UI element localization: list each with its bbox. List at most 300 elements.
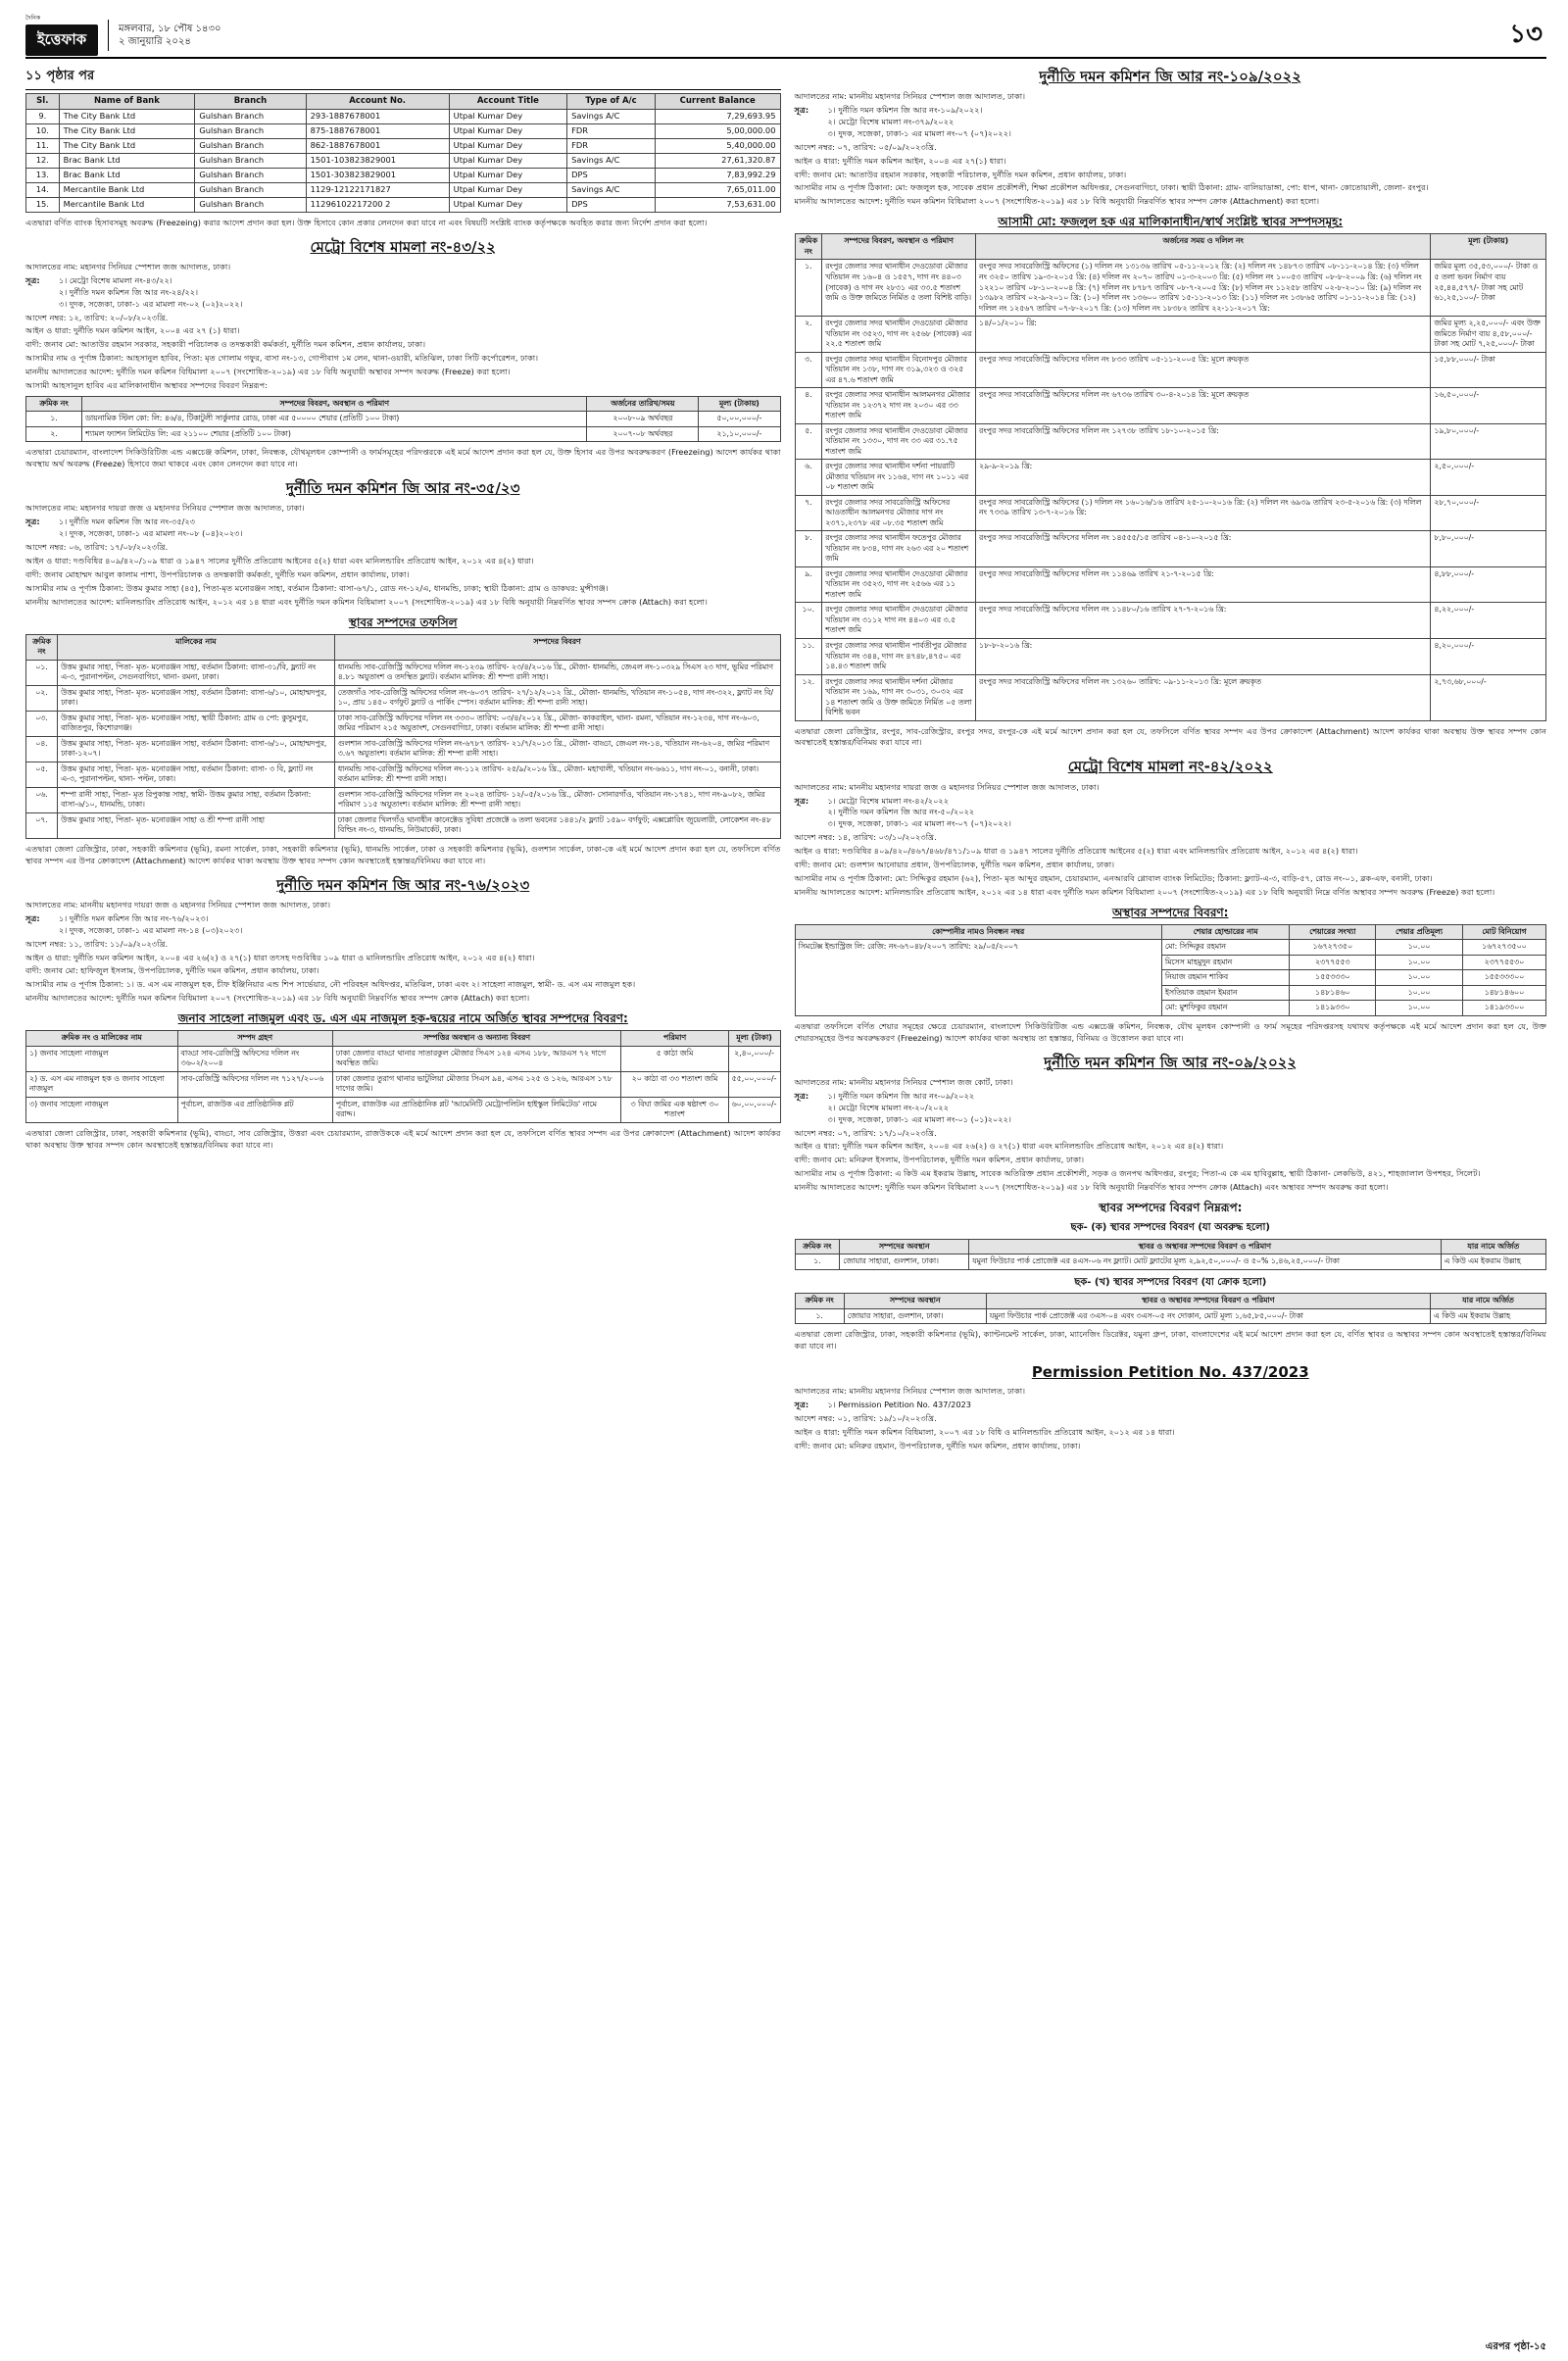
table-cell: ২. <box>26 426 82 442</box>
table-header-cell: সম্পদের অবস্থান <box>844 1294 986 1309</box>
bank-note: এতদ্বারা বর্ণিত ব্যাংক হিসাবসমূহ অবরুদ্ধ (Freezeing) করার আদেশ প্রদান করা হল। উক্ত হিসাবে কোন প্রকার লেনদেন করা যাবে না এবং বিষয়টি সংশ্লিষ্ট ব্যাংক কর্তৃপক্ষকে অবহিত করার জন্য নির্দেশ প্রদান করা হলো। <box>25 217 708 227</box>
table-row <box>26 1071 781 1097</box>
table-cell: Utpal Kumar Dey <box>449 123 566 138</box>
table-cell: ৬০,০০,০০০/- <box>728 1097 780 1122</box>
table-cell: Utpal Kumar Dey <box>449 138 566 153</box>
reference-label: সূত্র: <box>794 1090 809 1101</box>
table-row <box>795 566 1546 603</box>
logo-block <box>25 15 98 55</box>
table-row <box>26 168 781 182</box>
table-cell: ঢাকা জেলার খিলগাঁও থানাধীন কানেক্টেড সুবিধা প্রজেক্টে ৬ তলা ভবনের ১৪৪১/২ ফ্ল্যাট ১৫৯০ বর্গফুট; এক্সপ্লোরিং জুয়েলারী, লোকেশন নং-৪৮ বিল্ডিং নং-৩, ধানমন্ডি, নিউমার্কেট, ঢাকা। <box>334 812 780 838</box>
table-cell: ১০.০০ <box>1376 985 1463 1001</box>
table-row <box>795 674 1546 720</box>
table-header-cell: সম্পদের বিবরণ <box>334 634 780 660</box>
table-cell: ০১. <box>26 660 58 685</box>
table-cell: ১০.০০ <box>1376 940 1463 956</box>
table-cell: 1501-303823829001 <box>306 168 449 182</box>
table-cell: ৪. <box>795 388 822 424</box>
table-cell: 15. <box>26 197 60 212</box>
reference-line: ২। দুদক, সজেকা, ঢাকা-১ এর মামলা নং-১৪ (০৩)২০২৩। <box>59 924 243 935</box>
table-cell: মো: মুশফিকুর রহমান <box>1161 1001 1290 1016</box>
table-cell: ৪,২২,০০০/- <box>1431 603 1546 639</box>
court-name: আদালতের নাম: মাননীয় মহানগর সিনিয়র স্পেশাল জজ আদালত, ঢাকা। <box>794 91 1026 102</box>
table-cell: 862-1887678001 <box>306 138 449 153</box>
table-cell: ১৫৫৩৩৩০ <box>1290 970 1376 986</box>
masthead-date <box>119 23 221 49</box>
section-footer: এতদ্বারা জেলা রেজিস্ট্রার, ঢাকা, সহকারী কমিশনার (ভূমি), ক্যান্টনমেন্ট সার্কেল, ঢাকা, ম্যানেজিং ডিরেক্টর, যমুনা গ্রুপ, ঢাকা, বাংলাদেশের এই মর্মে আদেশ প্রদান করা হল যে, বর্ণিত স্থাবর ও অস্থাবর সম্পদ কোন অবস্থাতেই হস্তান্তর/বিনিময় করা যাবে না। <box>794 1329 1546 1352</box>
table-header-cell: Current Balance <box>655 93 780 109</box>
schedule-b-title: ছক- (খ) স্থাবর সম্পদের বিবরণ (যা ক্রোক হলো) <box>1074 1276 1267 1288</box>
court-name: আদালতের নাম: মাননীয় মহানগর সিনিয়র স্পেশাল জজ আদালত, ঢাকা। <box>794 1386 1026 1397</box>
table-cell: যমুনা ফিউচার পার্ক প্রোজেক্ট এর ৪এস-০৬ নং ফ্ল্যাট। মোট ফ্ল্যাটের মূল্য ২,৯২,৫০,০০০/- ও ৫০% ১,৪৬,২৫,০০০/- টাকা <box>969 1254 1441 1270</box>
law-section: আইন ও ধারা: দুর্নীতি দমন কমিশন আইন, ২০০৪ এর ২৬(২) ও ২৭(১) ধারা এবং মানিলন্ডারিং প্রতিরোধ আইন, ২০১২ এর ৪(২) ধারা। <box>794 1141 1224 1152</box>
order-date: আদেশ নম্বর: ০১, তারিখ: ১৯/১০/২০২৩খ্রি. <box>794 1413 937 1424</box>
schedule-a-title: ছক- (ক) স্থাবর সম্পদের বিবরণ (যা অবরুদ্ধ হলো) <box>1070 1222 1270 1234</box>
reference-line: ৩। দুদক, সজেকা, ঢাকা-১ এর মামলা নং-০২ (০২)২০২২। <box>59 298 243 309</box>
table-row <box>26 1097 781 1122</box>
law-section: আইন ও ধারা: দণ্ডবিধির ৪০৯/৪২০/৪৬৭/৪৬৮/৪৭১/১০৯ ধারা ও ১৯৪৭ সালের দুর্নীতি প্রতিরোধ আইনের ৫(২) ধারা এবং মানিলন্ডারিং প্রতিরোধ আইন, ২০১২ এর ৪(২) ধারা। <box>794 846 1358 857</box>
section-title: দুর্নীতি দমন কমিশন জি আর নং-৩৫/২৩ <box>286 479 520 498</box>
table-header-cell: শেয়ারের সংখ্যা <box>1290 924 1376 940</box>
table-row <box>26 426 781 442</box>
table-header-cell: শেয়ার হোল্ডারের নাম <box>1161 924 1290 940</box>
table-row <box>795 531 1546 567</box>
right-column <box>795 65 1547 1454</box>
table-header-cell: Type of A/c <box>567 93 656 109</box>
table-header-cell: ক্রমিক নং <box>26 634 58 660</box>
section-title: মেট্রো বিশেষ মামলা নং-৪৩/২২ <box>310 237 497 256</box>
table-cell: Utpal Kumar Dey <box>449 110 566 124</box>
table-cell: ০৩. <box>26 711 58 736</box>
table-cell: ৫. <box>795 423 822 460</box>
reference-block <box>795 1400 1547 1411</box>
table-row <box>26 138 781 153</box>
table-cell: রংপুর জেলার সদর থানাধীন দর্শনা মৌজার খতিয়ান নং ১৬৯, দাগ নং ৩০৩১, ৩০৩২ এর ১৪ শতাংশ জমি ও উক্ত জমিতে নির্মিত ০৫ তলা বিশিষ্ট ভবন <box>822 674 976 720</box>
court-order: মাননীয় আদালতের আদেশ: দুর্নীতি দমন কমিশন বিধিমালা ২০০৭ (সংশোধিত-২০১৯) এর ১৮ বিধি অনুযায়ী নিম্নবর্ণিত স্থাবর সম্পদ ক্রোক (Attach) এবং অস্থাবর সম্পদ অবরুদ্ধ করা হলো। <box>794 1182 1389 1193</box>
reference-block <box>25 516 781 540</box>
table-cell: 5,40,000.00 <box>655 138 780 153</box>
section-footer: এতদ্বারা তফসিলে বর্ণিত শেয়ার সমূহের ক্ষেত্রে চেয়ারম্যান, বাংলাদেশ সিকিউরিটিজ এন্ড এক্সচেঞ্জ কমিশন, নিবন্ধক, যৌথ মূলধন কোম্পানী ও ফার্ম সমূহের পরিদপ্তরসহ যথাযথ কর্তৃপক্ষকে এই মর্মে আদেশ প্রদান করা হল যে, উক্ত শেয়ারসমূহের উপর অবরুদ্ধকরণ (Freezeing) আদেশ কার্যকর থাকা অবস্থায় তা হস্তান্তর, বিনিময় ও উত্তোলন করা যাবে না। <box>794 1020 1546 1043</box>
table-row <box>26 123 781 138</box>
asset-table <box>25 396 781 443</box>
table-cell: ২৩৭৭৫৫৩ <box>1290 955 1376 970</box>
table-cell: রংপুর জেলার সদর থানাধীন দেওডোবা মৌজার খতিয়ান নং ১৩৩০, দাগ নং ৩৩ এর ৩১.৭৫ শতাংশ জমি <box>822 423 976 460</box>
table-header-row <box>26 1031 781 1047</box>
table-cell: ১৪৮১৪৬০০ <box>1462 985 1545 1001</box>
table-cell: 5,00,000.00 <box>655 123 780 138</box>
accused: আসামীর নাম ও পূর্ণাঙ্গ ঠিকানা: মো: ফজলুল হক, সাবেক প্রধান প্রকৌশলী, শিক্ষা প্রকৌশল অধিদপ্তর, সেগুনবাগিচা, ঢাকা। স্থায়ী ঠিকানা: গ্রাম- বালিয়াডাঙ্গা, পো: ধাপ, থানা- কোতোয়ালী, জেলা- রংপুর। <box>794 182 1429 193</box>
table-cell: ১৪৮১৪৬০ <box>1290 985 1376 1001</box>
schedule-title: স্থাবর সম্পদের বিবরণ নিম্নরূপ: <box>1099 1200 1243 1214</box>
table-cell: ২. <box>795 317 822 353</box>
reference-line: ২। দুর্নীতি দমন কমিশন জি আর নং-২৪/২২। <box>59 286 199 297</box>
table-cell: Brac Bank Ltd <box>59 168 195 182</box>
table-header-cell: পরিমাণ <box>621 1031 728 1047</box>
table-cell: ১) জনাব সাহেলা নাজমুল <box>26 1046 178 1071</box>
table-cell: ১৬,৫০,০০০/- <box>1431 388 1546 424</box>
table-cell: নিয়াজ রহমান শাকিব <box>1161 970 1290 986</box>
court-order: মাননীয় আদালতের আদেশ: মানিলন্ডারিং প্রতিরোধ আইন, ২০১২ এর ১৪ ধারা এবং দুর্নীতি দমন কমিশন বিধিমালা ২০০৭ (সংশোধিত-২০১৯) এর ১৮ বিধি অনুযায়ী নিম্নে বর্ণিত অস্থাবর সম্পদ অবরুদ্ধ (Freeze) করা হলো। <box>794 886 1495 897</box>
table-cell: ৫৫,০০,০০০/- <box>728 1071 780 1097</box>
law-section: আইন ও ধারা: দণ্ডবিধির ৪০৯/৪২০/১০৯ ধারা ও ১৯৪৭ সালের দুর্নীতি প্রতিরোধ আইনের ৫(২) ধারা এবং মানিলন্ডারিং প্রতিরোধ আইন, ২০১২ এর ৪(২) ধারা। <box>25 555 534 566</box>
table-cell: ০৬. <box>26 787 58 812</box>
section-title: দুর্নীতি দমন কমিশন জি আর নং-১০৯/২০২২ <box>1039 68 1302 85</box>
table-cell: জমির মূল্য ৩৫,৫৩,০০০/- টাকা ও ৫ তলা ভবন নির্মাণ ব্যয় ২৫,৪৪,৫৭৭/- টাকা সহ মোট ৬১,২৫,১০০/- টাকা <box>1431 260 1546 317</box>
reference-label: সূত্র: <box>25 912 40 923</box>
table-header-row <box>26 93 781 109</box>
table-cell: ২,৫০,০০০/- <box>1431 460 1546 496</box>
table-cell: রংপুর সদর সাবরেজিস্ট্রি অফিসের দলিল নং ১১৪৬৯ তারিখ ২১-৭-২০১৫ খ্রি: <box>976 566 1431 603</box>
table-header-cell: ক্রমিক নং ও মালিকের নাম <box>26 1031 178 1047</box>
table-row <box>795 638 1546 674</box>
table-cell: ধানমন্ডি সাব-রেজিস্ট্রি অফিসের দলিল নং-১১২ তারিখ- ২৫/৯/২০১৬ খ্রি., মৌজা- মহাখালী, খতিয়ান নং-৬৬১১, দাগ নং-০১, বনানী, ঢাকা। বর্তমান মালিক: শ্রী শম্পা রানী সাহা। <box>334 762 780 787</box>
table-header-cell: Account Title <box>449 93 566 109</box>
reference-line: ১। মেট্রো বিশেষ মামলা নং-৪২/২০২২ <box>827 795 950 806</box>
table-cell: ২৩৭৭৫৫৩০ <box>1462 955 1545 970</box>
section-footer: এতদ্বারা জেলা রেজিস্ট্রার, ঢাকা, সহকারী কমিশনার (ভূমি), বাড্ডা, সাব রেজিস্ট্রার, উত্তরা এবং চেয়ারম্যান, রাজউককে এই মর্মে আদেশ প্রদান করা হল যে, তফসিলে বর্ণিত স্থাবর সম্পদ এর উপর ক্রোকাদেশ (Attachment) আদেশ কার্যকর থাকা অবস্থায় উক্ত স্থাবর সম্পদ কোন অবস্থাতেই হস্তান্তর/বিনিময় করা যাবে না। <box>25 1127 781 1150</box>
order-date: আদেশ নম্বর: ১৪, তারিখ: ০৩/১০/২০২৩খ্রি. <box>794 832 937 843</box>
reference-block <box>795 1091 1547 1126</box>
reference-line: ১। দুর্নীতি দমন কমিশন জি আর নং-৭৬/২০২৩। <box>59 912 209 923</box>
table-header-cell: Branch <box>195 93 306 109</box>
schedule-title: আসামী মো: ফজলুল হক এর মালিকানাধীন/স্বার্থ সংশ্লিষ্ট স্থাবর সম্পদসমূহ: <box>998 215 1344 229</box>
property-schedule-table <box>795 233 1547 720</box>
table-cell: Utpal Kumar Dey <box>449 153 566 168</box>
share-table <box>795 924 1547 1016</box>
table-cell: ১২. <box>795 674 822 720</box>
table-cell: উত্তম কুমার সাহা, পিতা- মৃত- মনোরঞ্জন সাহা, বর্তমান ঠিকানা: বাসা-৬/১০, মোহাম্মদপুর, ঢাকা-১২০৭। <box>58 736 335 762</box>
date-english: ২ জানুয়ারি ২০২৪ <box>119 36 191 47</box>
table-cell: রংপুর জেলার সদর থানাধীন আলমনগর মৌজার খতিয়ান নং ১২৩৭২ দাগ নং ২০৩০ এর ৩৩ শতাংশ জমি <box>822 388 976 424</box>
table-cell: The City Bank Ltd <box>59 110 195 124</box>
plaintiff: বাদী: জনাব মো: আতাউর রহমান সরকার, সহকারী পরিচালক ও তদন্তকারী কর্মকর্তা, দুর্নীতি দমন কমিশন, প্রধান কার্যালয়, ঢাকা। <box>25 339 426 350</box>
table-cell: 11. <box>26 138 60 153</box>
table-cell: ডায়নামিক স্টিল কো: লি: ৪৬/৪, টিকাটুলী সার্কুলার রোড, ঢাকা এর ৫০০০০ শেয়ার (প্রতিটি ১০০ টাকা) <box>82 412 587 427</box>
table-row <box>26 736 781 762</box>
table-row <box>26 1046 781 1071</box>
table-header-cell: মূল্য (টাকায়) <box>1431 234 1546 260</box>
table-header-cell: ক্রমিক নং <box>795 1294 844 1309</box>
reference-list <box>828 796 1547 831</box>
table-row <box>795 1308 1546 1324</box>
table-header-cell: Account No. <box>306 93 449 109</box>
reference-block <box>795 796 1547 831</box>
table-cell: রংপুর জেলার সদর থানাধীন বিনোদপুর মৌজার খতিয়ান নং ১৩৮, দাগ নং ৩১৯,৩২৩ ও ৩২৫ এর ৪৭.৬ শতাংশ জমি <box>822 352 976 388</box>
table-cell: রংপুর জেলার সদর থানাধীন দেওডোবা মৌজার খতিয়ান নং ৩৫২৩, দাগ নং ২৫৬৮ (সাবেক) এর ২২.৫ শতাংশ জমি <box>822 317 976 353</box>
table-cell: শম্পা রানী সাহা, পিতা- মৃত রিপুকান্ত সাহা, স্বামী- উত্তম কুমার সাহা, বর্তমান ঠিকানা: বাসা-৬/১০, ধানমন্ডি, ঢাকা। <box>58 787 335 812</box>
table-header-cell: মূল্য (টাকায়) <box>699 396 780 412</box>
schedule-title: অস্থাবর সম্পদের বিবরণ: <box>1112 905 1229 919</box>
table-cell: রংপুর জেলার সদর থানাধীন দেওডোবা মৌজার খতিয়ান নং ৩১১২ দাগ নং ৪৪০৩ এর ৩.৫ শতাংশ জমি <box>822 603 976 639</box>
table-row <box>26 412 781 427</box>
table-cell: 13. <box>26 168 60 182</box>
section-footer: এতদ্বারা জেলা রেজিস্ট্রার, ঢাকা, সহকারী কমিশনার (ভূমি), রমনা সার্কেল, ঢাকা, সহকারী কমিশনার (ভূমি), ধানমন্ডি সার্কেল, ঢাকা ও সহকারী কমিশনার (ভূমি), গুলশান সার্কেল, ঢাকা-কে এই মর্মে আদেশ প্রদান করা হল যে, তফসিলে বর্ণিত স্থাবর সম্পদ এর উপর ক্রোকাদেশ (Attachment) আদেশ কার্যকর থাকা অবস্থায় উক্ত স্থাবর সম্পদ কোন অবস্থাতেই হস্তান্তর/বিনিময় করা যাবে না। <box>25 843 781 865</box>
section-title: Permission Petition No. 437/2023 <box>1031 1363 1309 1381</box>
order-date: আদেশ নম্বর: ০৭, তারিখ: ০৫/০৯/২০২৩খ্রি. <box>794 141 937 152</box>
table-cell: রংপুর সদর সাবরেজিস্ট্রি অফিসের দলিল নং ৬৭৩৬ তারিখ ৩০-৪-২০১৪ খ্রি: মূলে ক্রয়কৃত <box>976 388 1431 424</box>
table-cell: Gulshan Branch <box>195 197 306 212</box>
table-header-cell: অর্জনের সময় ও দলিল নং <box>976 234 1431 260</box>
table-cell: ৩. <box>795 352 822 388</box>
table-cell: ২,৭৩,৬৮,০০০/- <box>1431 674 1546 720</box>
table-cell: ১৫,৮৮,০০০/- টাকা <box>1431 352 1546 388</box>
reference-label: সূত্র: <box>25 516 40 527</box>
table-cell: ০৪. <box>26 736 58 762</box>
table-cell: ৯. <box>795 566 822 603</box>
table-cell: রংপুর জেলার সদর থানাধীন দর্শনা পায়রাটি মৌজার খতিয়ান নং ১১৬৪, দাগ নং ১০১১ এর ০৮ শতাংশ জমি <box>822 460 976 496</box>
table-cell: ৫ কাঠা জমি <box>621 1046 728 1071</box>
table-cell: ১. <box>795 260 822 317</box>
reference-list <box>59 913 781 937</box>
table-header-row <box>26 634 781 660</box>
table-cell: রংপুর সদর সাবরেজিস্ট্রি অফিসের দলিল নং ১৩২৬০ তারিখ: ০৯-১১-২০১৩ খ্রি: মূলে ক্রয়কৃত <box>976 674 1431 720</box>
table-cell: রংপুর জেলার সদর থানাধীন ফতেপুর মৌজার খতিয়ান নং ৮৩৪, দাগ নং ২৬৩ এর ২০ শতাংশ জমি <box>822 531 976 567</box>
table-cell: 7,53,631.00 <box>655 197 780 212</box>
table-cell: 10. <box>26 123 60 138</box>
table-cell: পূর্বাচল, রাজউক এর প্রাতিষ্ঠানিক প্লট <box>177 1097 332 1122</box>
table-cell: ২০০৮-০৯ অর্থবছর <box>587 412 699 427</box>
table-cell: Gulshan Branch <box>195 138 306 153</box>
table-cell: যমুনা ফিউচার পার্ক প্রোজেক্ট এর ৩এস-০৪ এবং ৩এস-০৫ নং দোকান, মোট মূল্য ১,৬৫,৮৫,০০০/- টাকা <box>986 1308 1430 1324</box>
order-date: আদেশ নম্বর: ০৭, তারিখ: ১৭/১০/২০২৩খ্রি. <box>794 1127 937 1138</box>
table-cell: FDR <box>567 123 656 138</box>
table-header-row <box>795 1239 1546 1254</box>
table-cell: 875-1887678001 <box>306 123 449 138</box>
order-date: আদেশ নম্বর: ০৬, তারিখ: ১৭/০৮/২০২৩খ্রি. <box>25 542 169 553</box>
table-cell: রংপুর জেলার সদর সাবরেজিস্ট্রি অফিসের আওতাধীন আলমনগর মৌজার দাগ নং ২৩৭১,২৩৭৮ এর ০৮.৩৫ শতাংশ জমি <box>822 495 976 531</box>
section-title: দুর্নীতি দমন কমিশন জি আর নং-৭৬/২০২৩ <box>276 875 530 894</box>
plaintiff: বাদী: জনাব মো: গুলশান আনোয়ার প্রধান, উপপরিচালক, দুর্নীতি দমন কমিশন, প্রধান কার্যালয়, ঢাকা। <box>794 859 1115 869</box>
table-header-cell: Name of Bank <box>59 93 195 109</box>
table-cell: ৮. <box>795 531 822 567</box>
table-cell: ৩) জনাব সাহেলা নাজমুল <box>26 1097 178 1122</box>
table-row <box>26 110 781 124</box>
table-cell: 27,61,320.87 <box>655 153 780 168</box>
table-cell: 14. <box>26 182 60 197</box>
reference-line: ৩। দুদক, সজেকা, ঢাকা-১ এর মামলা নং-০৭ (০৭)২০২২। <box>827 127 1011 138</box>
table-cell: Gulshan Branch <box>195 153 306 168</box>
property-schedule-table <box>25 1030 781 1123</box>
court-name: আদালতের নাম: মহানগর দায়রা জজ ও মহানগর সিনিয়র স্পেশাল জজ আদালত, ঢাকা। <box>25 503 305 514</box>
table-cell: গুলশান সাব-রেজিস্ট্রি অফিসের দলিল নং-৬৭৮৭ তারিখ- ২১/৭/২০১৩ খ্রি., মৌজা- বাড্ডা, জেএল নং-১৪, খতিয়ান নং-৬২০৪, জমির পরিমাণ ৩.৬৭ অযুতাংশ। বর্তমান মালিক: শ্রী শম্পা রানী সাহা। <box>334 736 780 762</box>
table-header-row <box>795 924 1546 940</box>
table-row <box>795 423 1546 460</box>
table-header-cell: কোম্পানীর নামও নিবন্ধন নম্বর <box>795 924 1161 940</box>
table-cell: রংপুর সদর সাবরেজিস্ট্রি অফিসের দলিল নং ১৪৫৫৫/১৫ তারিখ ০৪-১০-২০১৫ খ্রি: <box>976 531 1431 567</box>
table-cell: ৪,৮৮,০০০/- <box>1431 566 1546 603</box>
accused: আসামীর নাম ও পূর্ণাঙ্গ ঠিকানা: এ কিউ এম ইকরাম উল্লাহ, সাবেক অতিরিক্ত প্রধান প্রকৌশলী, সড়ক ও জনপথ অধিদপ্তর, রংপুর; পিতা-এ কে এম হাবিবুল্লাহ, স্থায়ী ঠিকানা- লেকভিউ, ৪২১, শাহজালাল উপশহর, সিলেট। <box>794 1168 1481 1179</box>
table-cell: শ্যামল ফ্যাশন লিমিটেড লি: এর ২১১০০ শেয়ার (প্রতিটি ১০০ টাকা) <box>82 426 587 442</box>
table-row <box>26 711 781 736</box>
table-header-cell: সম্পদ গ্রহণ <box>177 1031 332 1047</box>
table-row <box>795 603 1546 639</box>
left-column <box>25 65 781 1454</box>
page-number: ১৩ <box>1509 20 1543 50</box>
table-cell: রংপুর সদর সাবরেজিস্ট্রি অফিসের দলিল নং ১১৪৮০/১৬ তারিখ ২৭-৭-২০১৬ খ্রি: <box>976 603 1431 639</box>
accused: আসামীর নাম ও পূর্ণাঙ্গ ঠিকানা: ১। ড. এস এম নাজমুল হক, চীফ ইঞ্জিনিয়ার এন্ড শিপ সার্ভেয়ার, নৌ পরিবহন অধিদপ্তর, মতিঝিল, ঢাকা এবং ২। সাহেলা নাজমুল, স্বামী- ড. এস এম নাজমুল হক। <box>25 979 636 990</box>
table-cell: ১১. <box>795 638 822 674</box>
table-cell: Utpal Kumar Dey <box>449 168 566 182</box>
table-row <box>795 940 1546 956</box>
accused: আসামীর নাম ও পূর্ণাঙ্গ ঠিকানা: আহসানুল হাবিব, পিতা: মৃত গোলাম গফুর, বাসা নং-১৩, গোপীবাগ ১ম লেন, থানা-ওয়ারী, মতিঝিল, ঢাকা সিটি কর্পোরেশন, ঢাকা। <box>25 353 539 364</box>
plaintiff: বাদী: জনাব মো: মনিরুর রহমান, উপপরিচালক, দুর্নীতি দমন কমিশন, প্রধান কার্যালয়, ঢাকা। <box>794 1440 1081 1451</box>
table-cell: ১৮-৮-২০১৬ খ্রি: <box>976 638 1431 674</box>
reference-list <box>59 516 781 540</box>
table-header-row <box>795 1294 1546 1309</box>
reference-line: ১। দুর্নীতি দমন কমিশন জি আর নং-০৯/২০২২ <box>827 1090 975 1101</box>
table-cell: ২,৪০,০০০/- <box>728 1046 780 1071</box>
table-cell: রংপুর সদর সাবরেজিস্ট্রি অফিসের দলিল নং ১২৭৩৮ তারিখ ১৮-১০-২০১৫ খ্রি: <box>976 423 1431 460</box>
reference-block <box>25 913 781 937</box>
court-order: মাননীয় আদালতের আদেশ: দুর্নীতি দমন কমিশন বিধিমালা ২০০৭ (সংশোধিত-২০১৯) এর ১৮ বিধি অনুযায়ী নিম্নবর্ণিত স্থাবর সম্পদ ক্রোক (Attach) করা হলো। <box>25 993 530 1004</box>
table-cell: ০২. <box>26 685 58 711</box>
table-cell: ২৮,৭০,০০০/- <box>1431 495 1546 531</box>
table-row <box>26 762 781 787</box>
table-cell: এ কিউ এম ইকরাম উল্লাহ <box>1430 1308 1545 1324</box>
court-name: আদালতের নাম: মাননীয় মহানগর সিনিয়র স্পেশাল জজ কোর্ট, ঢাকা। <box>794 1076 1013 1087</box>
reference-line: ১। দুর্নীতি দমন কমিশন জি আর নং-১০৯/২০২২। <box>827 105 983 116</box>
table-header-cell: সম্পদের বিবরণ, অবস্থান ও পরিমাণ <box>822 234 976 260</box>
reference-line: ৩। দুদক, সজেকা, ঢাকা-১ এর মামলা নং-০৭ (০৭)২০২২। <box>827 818 1011 829</box>
table-row <box>26 182 781 197</box>
table-cell: ২০ কাঠা বা ৩৩ শতাংশ জমি <box>621 1071 728 1097</box>
plaintiff: বাদী: জনাব মো: মনিরুল ইসলাম, উপপরিচালক, দুর্নীতি দমন কমিশন, প্রধান কার্যালয়, ঢাকা। <box>794 1155 1085 1165</box>
table-cell: ০৭. <box>26 812 58 838</box>
table-cell: তেজগাঁও সাব-রেজিস্ট্রি অফিসের দলিল নং-৬০৩৭ তারিখ- ২৭/১২/২০১২ খ্রি., মৌজা- ধানমন্ডি, খতিয়ান নং-১০৫৪, দাগ নং-৩২২, ফ্ল্যাট নং বি/১০, প্রায় ১৪৫০ বর্গফুট ফ্ল্যাট ও পার্কিং স্পেস। বর্তমান মালিক: শ্রী শম্পা রানী সাহা। <box>334 685 780 711</box>
court-name: আদালতের নাম: মহানগর সিনিয়র স্পেশাল জজ আদালত, ঢাকা। <box>25 261 231 271</box>
reference-line: ১। Permission Petition No. 437/2023 <box>827 1400 971 1410</box>
table-cell: উত্তম কুমার সাহা, পিতা- মৃত- মনোরঞ্জন সাহা, বর্তমান ঠিকানা: বাসা-৩১/বি, ফ্ল্যাট নং এ-৩, পুরানাপল্টন, সেগুনবাগিচা, থানা- রমনা, ঢাকা। <box>58 660 335 685</box>
table-row <box>26 812 781 838</box>
table-row <box>26 197 781 212</box>
table-cell: Savings A/C <box>567 110 656 124</box>
table-cell: 1129-12122171827 <box>306 182 449 197</box>
table-cell: Savings A/C <box>567 153 656 168</box>
schedule-title: স্থাবর সম্পদের তফসিল <box>348 615 458 629</box>
table-cell: ১. <box>26 412 82 427</box>
table-cell: 7,83,992.29 <box>655 168 780 182</box>
table-cell: গুলশান সাব-রেজিস্ট্রি অফিসের দলিল নং ২০২৪ তারিখ- ১২/০৫/২০১৬ খ্রি., মৌজা- সোনারগাঁও, খতিয়ান নং-১৭৪১, দাগ নং-৯০৮২, জমির পরিমাণ ১১৫ অযুতাংশ। বর্তমান মালিক: শ্রী শম্পা রানী সাহা। <box>334 787 780 812</box>
reference-list <box>828 105 1547 140</box>
table-cell: জোয়ার সাহারা, গুলশান, ঢাকা। <box>840 1254 969 1270</box>
reference-list <box>828 1400 1547 1411</box>
table-cell: ৩ বিঘা জমির এক ষষ্ঠাংশ ৩০ শতাংশ <box>621 1097 728 1122</box>
table-cell: ১৪১৯৩৩০ <box>1290 1001 1376 1016</box>
table-cell: DPS <box>567 168 656 182</box>
table-cell: Utpal Kumar Dey <box>449 182 566 197</box>
table-row <box>26 685 781 711</box>
table-row <box>26 787 781 812</box>
table-cell: ২) ড. এস এম নাজমুল হক ও জনাব সাহেলা নাজমুল <box>26 1071 178 1097</box>
section-title: মেট্রো বিশেষ মামলা নং-৪২/২০২২ <box>1067 758 1273 776</box>
table-cell: রংপুর জেলার সদর থানাধীন পার্বতীপুর মৌজার খতিয়ান নং ৩৪৪, দাগ নং ৪৭৪৮,৪৭৫০ এর ১৪.৪৩ শতাংশ জমি <box>822 638 976 674</box>
table-header-cell: সম্পদের অবস্থান <box>840 1239 969 1254</box>
date-bangla: মঙ্গলবার, ১৮ পৌষ ১৪৩০ <box>119 23 221 34</box>
table-cell: Gulshan Branch <box>195 182 306 197</box>
schedule-title: জনাব সাহেলা নাজমুল এবং ড. এস এম নাজমুল হক-দ্বয়ের নামে অর্জিত স্থাবর সম্পদের বিবরণ: <box>177 1011 628 1026</box>
table-header-cell: সম্পদের বিবরণ, অবস্থান ও পরিমাণ <box>82 396 587 412</box>
reference-label: সূত্র: <box>794 105 809 116</box>
table-cell: 9. <box>26 110 60 124</box>
table-cell: ১০.০০ <box>1376 970 1463 986</box>
table-cell: উত্তম কুমার সাহা, পিতা- মৃত- মনোরঞ্জন সাহা ও শ্রী শম্পা রানী সাহা <box>58 812 335 838</box>
table-row <box>795 495 1546 531</box>
table-cell: ১. <box>795 1308 844 1324</box>
table-cell: ৬. <box>795 460 822 496</box>
table-cell: ১০.০০ <box>1376 1001 1463 1016</box>
table-cell: Savings A/C <box>567 182 656 197</box>
table-cell: জমির মূল্য ২,২৫,০০০/- এবং উক্ত জমিতে নির্মাণ ব্যয় ৪,৫৮,০০০/- টাকা সহ মোট ৭,২৫,০০০/- টাকা <box>1431 317 1546 353</box>
reference-label: সূত্র: <box>25 274 40 285</box>
table-cell: ১৯,৮০,০০০/- <box>1431 423 1546 460</box>
logo-subtitle: দৈনিক <box>25 15 41 23</box>
reference-list <box>828 1091 1547 1126</box>
table-cell: 7,29,693.95 <box>655 110 780 124</box>
table-cell: ইসতিয়াক রহমান ইমরান <box>1161 985 1290 1001</box>
table-cell: ঢাকা জেলার বাড্ডা থানার সাতারকুল মৌজার সিএস ১২৪ এসএ ১৮৮, আরএস ৭২ দাগে অবস্থিত জমি। <box>332 1046 621 1071</box>
table-cell: 12. <box>26 153 60 168</box>
property-schedule-table <box>25 634 781 839</box>
reference-label: সূত্র: <box>794 795 809 806</box>
continued-label: ১১ পৃষ্ঠার পর <box>25 65 781 90</box>
table-header-cell: ক্রমিক নং <box>795 1239 840 1254</box>
asset-note: আসামী আহসানুল হাবিব এর মালিকানাধীন অস্থাবর সম্পদের বিবরণ নিম্নরূপ: <box>25 379 268 390</box>
court-order: মাননীয় আদালতের আদেশ: দুর্নীতি দমন কমিশন বিধিমালা ২০০৭ (সংশোধিত-২০১৯) এর ১৮ বিধি অনুযায়ী নিম্নবর্ণিত স্থাবর সম্পদ ক্রোক (Attachment) করা হলো। <box>794 196 1320 207</box>
section-footer: এতদ্বারা চেয়ারম্যান, বাংলাদেশ সিকিউরিটিজ এন্ড এক্সচেঞ্জ কমিশন, ঢাকা, নিবন্ধক, যৌথমূলধন কোম্পানী ও ফার্মসমূহের পরিদপ্তরকে এই মর্মে আদেশ প্রদান করা হল যে, উক্ত হিসাব এর উপর অবরুদ্ধকরণ (Freezeing) আদেশ কার্যকর থাকা অবস্থায় অর্থ অবরুদ্ধ (Freeze) হিসাবে জমা থাকবে এবং কোন লেনদেন করা যাবে না। <box>25 447 781 469</box>
table-row <box>795 260 1546 317</box>
reference-line: ২। দুদক, সজেকা, ঢাকা-১ এর মামলা নং-০৮ (০৪)২০২৩। <box>59 528 243 539</box>
order-date: আদেশ নম্বর: ১২, তারিখ: ২০/০৮/২০২৩খ্রি. <box>25 312 169 322</box>
table-cell: উত্তম কুমার সাহা, পিতা- মৃত- মনোরঞ্জন সাহা, স্থায়ী ঠিকানা: গ্রাম ও পো: কুসুমপুর, বাজিতপুর, কিশোরগঞ্জ। <box>58 711 335 736</box>
table-cell: ঢাকা জেলার তুরাগ থানার ভাটুলিয়া মৌজার সিএস ৯৪, এসএ ১২৫ ও ১২৬, আরএস ১৭৮ দাগের জমি। <box>332 1071 621 1097</box>
table-cell: রংপুর জেলার সদর থানাধীন দেওডোবা মৌজার খতিয়ান নং ৩৫২৩, দাগ নং ২৫৬৬ এর ১১ শতাংশ জমি <box>822 566 976 603</box>
table-header-cell: Sl. <box>26 93 60 109</box>
table-header-cell: যার নামে অর্জিত <box>1441 1239 1545 1254</box>
table-cell: ১৪১৯৩৩০০ <box>1462 1001 1545 1016</box>
table-header-cell: ক্রমিক নং <box>26 396 82 412</box>
table-row <box>795 1254 1546 1270</box>
table-cell: 1501-103823829001 <box>306 153 449 168</box>
court-name: আদালতের নাম: মাননীয় মহানগর দায়রা জজ ও মহানগর সিনিয়র স্পেশাল জজ আদালত, ঢাকা। <box>25 900 331 910</box>
law-section: আইন ও ধারা: দুর্নীতি দমন কমিশন বিধিমালা, ২০০৭ এর ১৮ বিধি ও মানিলন্ডারিং প্রতিরোধ আইন, ২০১২ এর ১৪ ধারা। <box>794 1426 1175 1437</box>
table-cell: 7,65,011.00 <box>655 182 780 197</box>
table-cell: ১৬৭২৭৩৫০ <box>1290 940 1376 956</box>
table-header-cell: ক্রমিক নং <box>795 234 822 260</box>
table-header-cell: শেয়ার প্রতিমূল্য <box>1376 924 1463 940</box>
table-row <box>26 660 781 685</box>
continued-next-page: এরপর পৃষ্ঠা-১৫ <box>1485 2340 1546 2352</box>
reference-line: ১। দুর্নীতি দমন কমিশন জি আর নং-৩৫/২৩ <box>59 516 196 527</box>
accused: আসামীর নাম ও পূর্ণাঙ্গ ঠিকানা: উত্তম কুমার সাহা (৪৫), পিতা-মৃত মনোরঞ্জন সাহা, বর্তমান ঠিকানা: বাসা-৬৭/১, রোড নং-১২/এ, ধানমন্ডি, ঢাকা; স্থায়ী ঠিকানা: গ্রাম ও ডাকঘর: মুন্সীগঞ্জ। <box>25 582 609 593</box>
plaintiff: বাদী: জনাব মো: হাফিজুল ইসলাম, উপপরিচালক, দুর্নীতি দমন কমিশন, প্রধান কার্যালয়, ঢাকা। <box>25 965 319 976</box>
table-cell: ঢাকা সাব-রেজিস্ট্রি অফিসের দলিল নং ৩৩৩০ তারিখ: ০৩/৪/২০১২ খ্রি., মৌজা- কাকরাইল, থানা- রমনা, খতিয়ান নং-১২৩৪, দাগ নং-৬০৩, জমির পরিমাণ ২১৫ অযুতাংশ, সেগুনবাগিচা, ঢাকা। বর্তমান মালিক: শ্রী শম্পা রানী সাহা। <box>334 711 780 736</box>
table-cell: ৭. <box>795 495 822 531</box>
reference-line: ২। মেট্রো বিশেষ মামলা নং-৩৭৯/২০২২ <box>827 117 955 127</box>
table-row <box>795 317 1546 353</box>
table-cell: DPS <box>567 197 656 212</box>
schedule-a-table <box>795 1239 1547 1270</box>
table-cell: Mercantile Bank Ltd <box>59 197 195 212</box>
table-cell: ধানমন্ডি সাব-রেজিস্ট্রি অফিসের দলিল নং-১২৩৯ তারিখ- ২৩/৪/২০১৬ খ্রি., মৌজা- ধানমন্ডি, জেএল নং-১০৩২৯ সিএস ২৩ দাগ, ভূমির পরিমাণ ৪.৮১ অযুতাংশ ও তদস্থিত ফ্ল্যাট। বর্তমান মালিক: শ্রী শম্পা রানী সাহা। <box>334 660 780 685</box>
schedule-b-table <box>795 1293 1547 1324</box>
reference-line: ৩। দুদক, সজেকা, ঢাকা-১ এর মামলা নং-০১ (০১)২০২২। <box>827 1113 1011 1124</box>
table-cell: পূর্বাচল, রাজউক এর প্রাতিষ্ঠানিক প্লট 'আমেনিটি মেট্রোপলিটন হাইস্কুল লিমিটেড' নামে বরাদ্দ। <box>332 1097 621 1122</box>
reference-list <box>59 275 781 311</box>
reference-block <box>795 105 1547 140</box>
table-cell: ৮,৮০,০০০/- <box>1431 531 1546 567</box>
newspaper-logo: ইত্তেফাক <box>25 25 98 56</box>
table-cell: Mercantile Bank Ltd <box>59 182 195 197</box>
